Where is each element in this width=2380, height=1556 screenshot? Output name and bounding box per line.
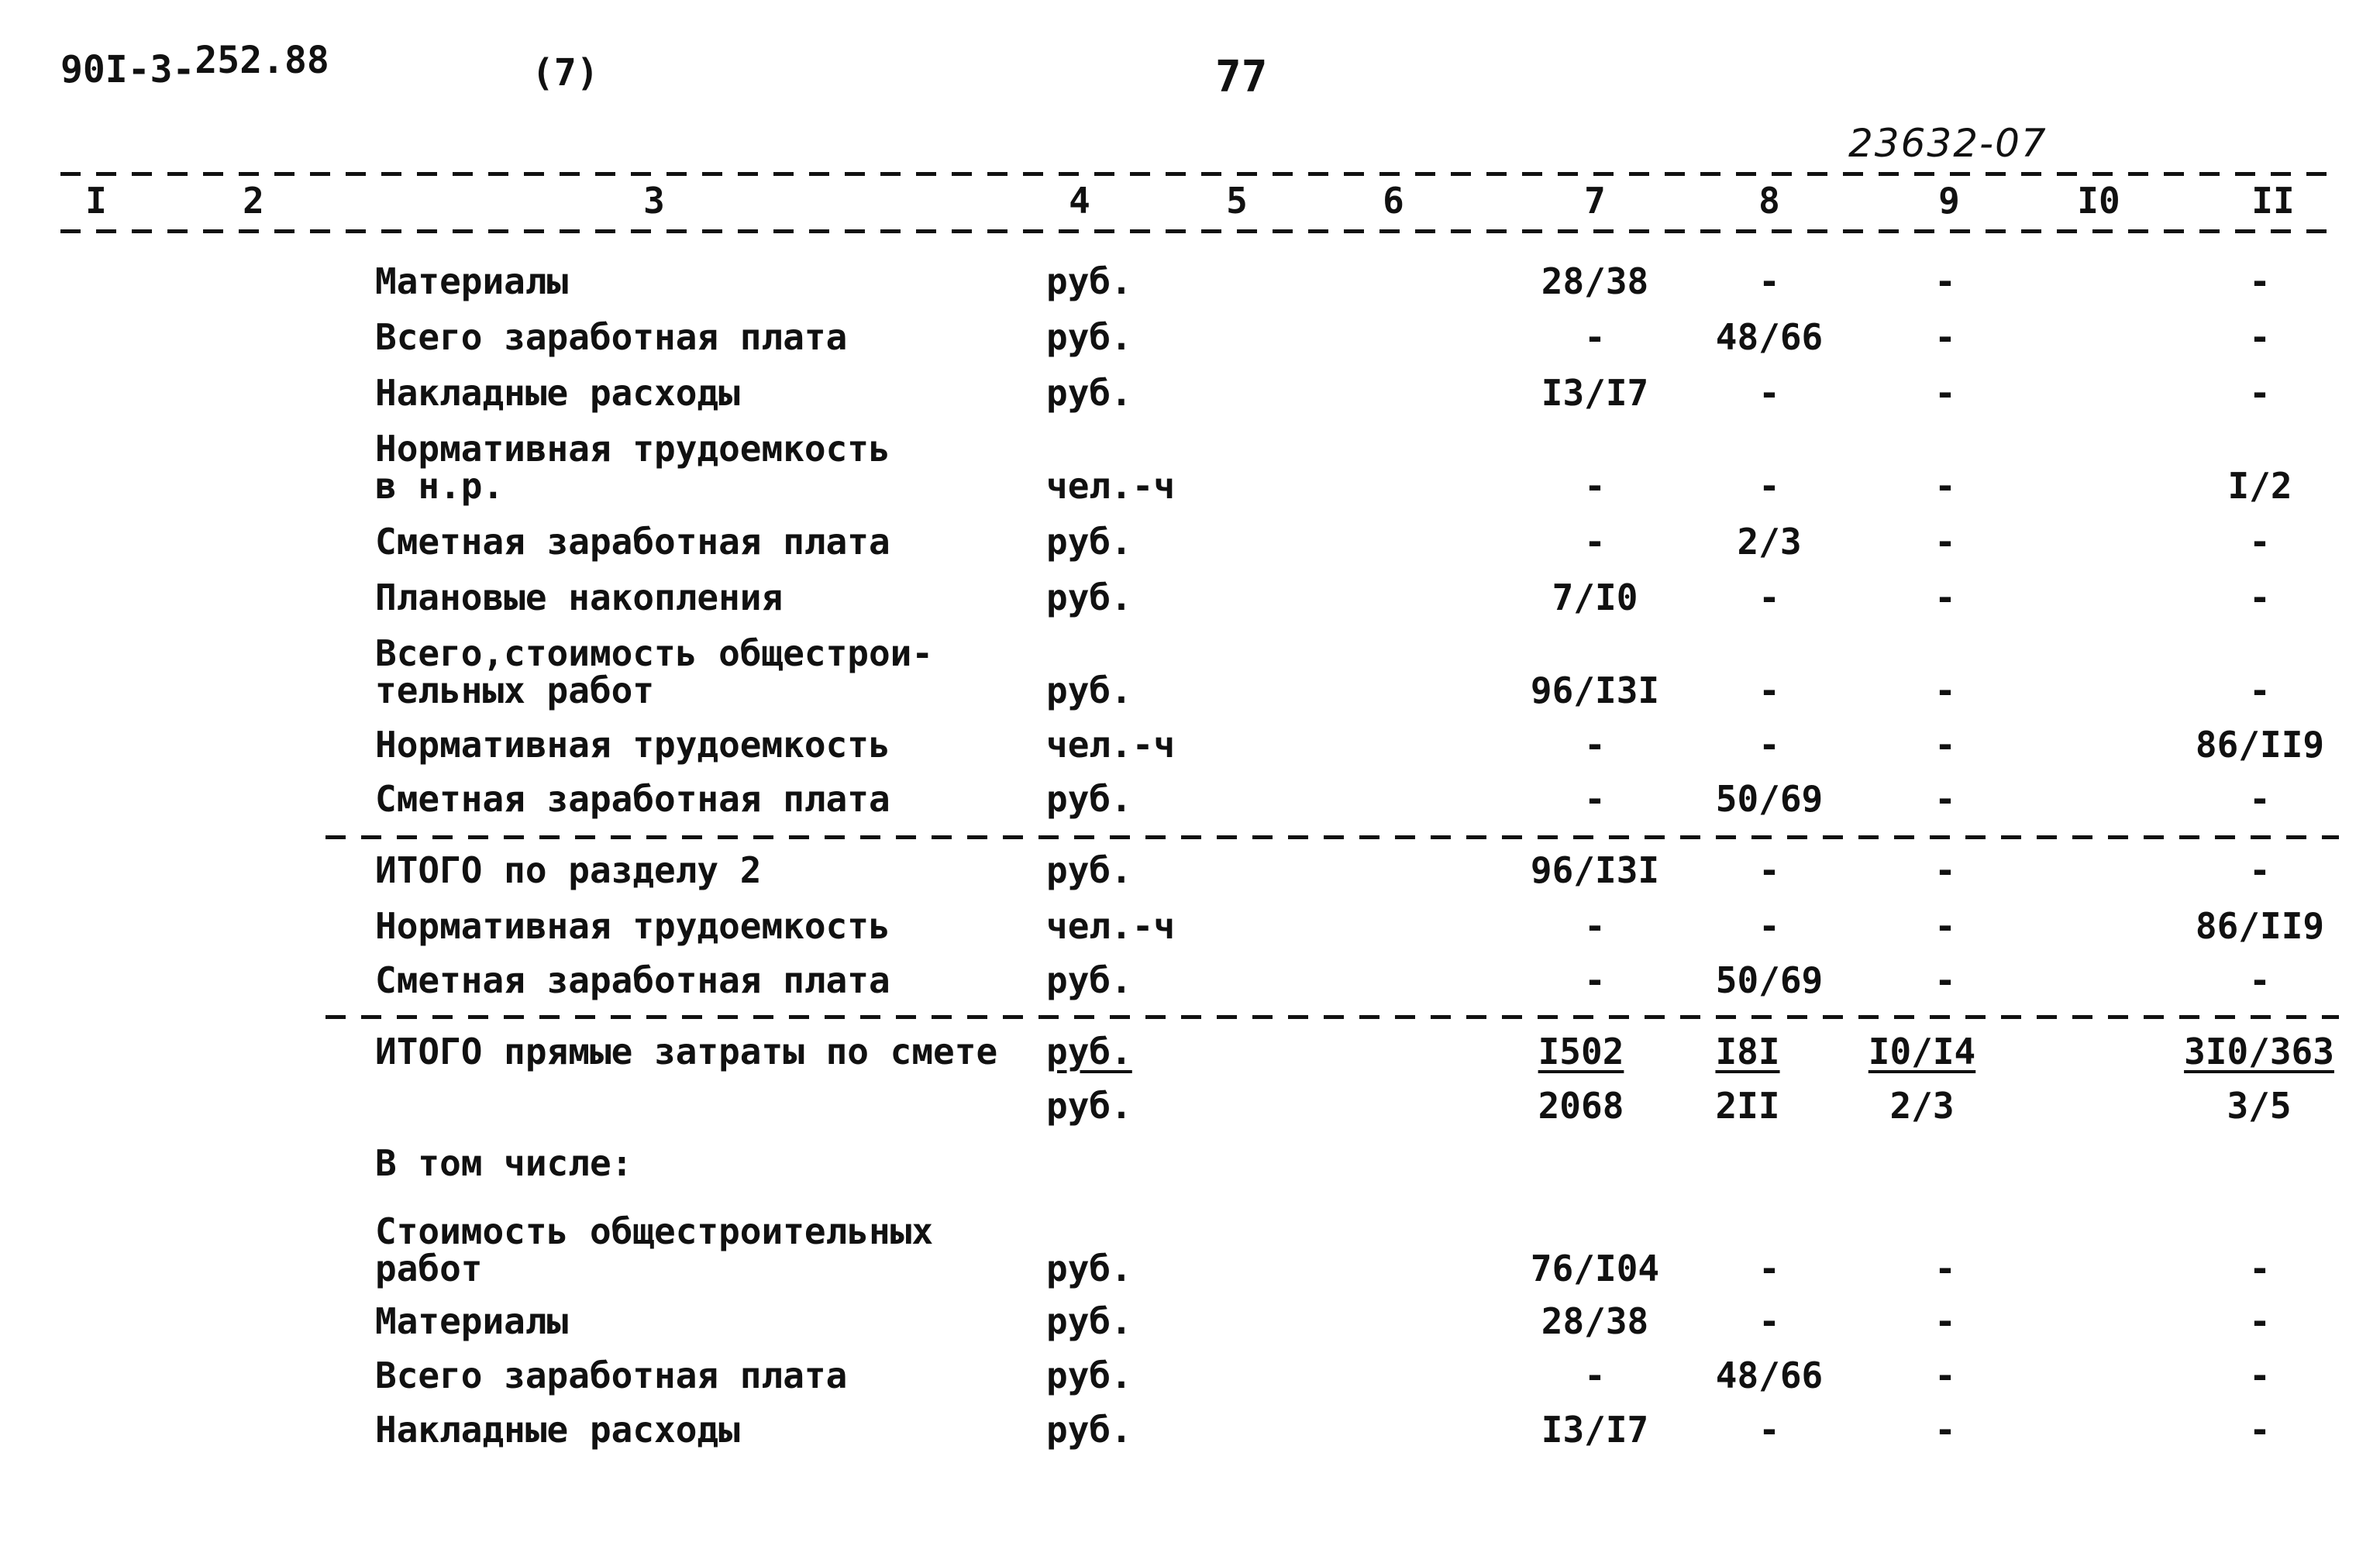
cell-col7: - bbox=[1584, 465, 1606, 507]
cell-col8: - bbox=[1758, 372, 1780, 414]
cell-col9: - bbox=[1934, 959, 1956, 1001]
row-unit: руб. bbox=[1046, 1409, 1132, 1451]
cell-col8: - bbox=[1758, 724, 1780, 766]
document-code-prefix: 90I-3- bbox=[60, 48, 195, 91]
cell-col11: - bbox=[2249, 372, 2271, 414]
cell-col9: - bbox=[1934, 1409, 1956, 1451]
cell-col7: 28/38 bbox=[1541, 260, 1649, 302]
cell-col11: - bbox=[2249, 849, 2271, 891]
cell-col7: - bbox=[1584, 316, 1606, 358]
cell-col9: - bbox=[1934, 778, 1956, 820]
row-label: Нормативная трудоемкость bbox=[375, 905, 890, 947]
cell-col7: I3/I7 bbox=[1541, 372, 1649, 414]
row-label: Всего заработная плата bbox=[375, 1355, 848, 1396]
cell-col8: 48/66 bbox=[1715, 316, 1824, 358]
cell-col9-numerator: I0/I4 bbox=[1868, 1031, 1976, 1072]
cell-col11: - bbox=[2249, 316, 2271, 358]
row-unit: руб. bbox=[1046, 1355, 1132, 1396]
cell-col11: 86/II9 bbox=[2195, 724, 2325, 766]
cell-col9: - bbox=[1934, 521, 1956, 563]
cell-col9: - bbox=[1934, 724, 1956, 766]
cell-col7: - bbox=[1584, 905, 1606, 947]
cell-col9-denominator: 2/3 bbox=[1889, 1085, 1955, 1127]
cell-col7: 76/I04 bbox=[1530, 1248, 1660, 1289]
cell-col8: 50/69 bbox=[1715, 778, 1824, 820]
cell-col8: - bbox=[1758, 1248, 1780, 1289]
row-label-continuation: тельных работ bbox=[375, 670, 655, 711]
cell-col9: - bbox=[1934, 849, 1956, 891]
cell-col8: 2/3 bbox=[1737, 521, 1802, 563]
cell-col7: - bbox=[1584, 778, 1606, 820]
cell-col8: - bbox=[1758, 260, 1780, 302]
cell-col7: 96/I3I bbox=[1530, 670, 1660, 711]
cell-col11: - bbox=[2249, 521, 2271, 563]
row-unit: руб. bbox=[1046, 260, 1132, 302]
document-code bbox=[60, 39, 329, 91]
cell-col7: - bbox=[1584, 521, 1606, 563]
cell-col11: I/2 bbox=[2227, 465, 2292, 507]
col-header-11: II bbox=[2251, 180, 2295, 222]
section-rule bbox=[325, 1015, 2339, 1019]
col-header-1: I bbox=[85, 180, 107, 222]
cell-col8: - bbox=[1758, 1409, 1780, 1451]
page-number: 77 bbox=[1215, 52, 1268, 102]
cell-col9: - bbox=[1934, 465, 1956, 507]
cell-col9: - bbox=[1934, 316, 1956, 358]
row-label: Плановые накопления bbox=[375, 577, 784, 618]
row-unit: руб. bbox=[1046, 521, 1132, 563]
row-label: Сметная заработная плата bbox=[375, 778, 890, 820]
cell-col7-denominator: 2068 bbox=[1538, 1085, 1624, 1127]
row-unit: руб. bbox=[1046, 849, 1132, 891]
cell-col7: 7/I0 bbox=[1552, 577, 1638, 618]
row-unit: чел.-ч bbox=[1046, 724, 1176, 766]
col-header-4: 4 bbox=[1069, 180, 1090, 222]
cell-col11: - bbox=[2249, 577, 2271, 618]
cell-col9: - bbox=[1934, 670, 1956, 711]
cell-col8: 48/66 bbox=[1715, 1355, 1824, 1396]
row-label: Накладные расходы bbox=[375, 372, 740, 414]
row-unit: руб. bbox=[1046, 959, 1132, 1001]
cell-col11-denominator: 3/5 bbox=[2227, 1085, 2292, 1127]
col-header-8: 8 bbox=[1758, 180, 1780, 222]
cell-col11: - bbox=[2249, 1300, 2271, 1342]
col-header-6: 6 bbox=[1383, 180, 1404, 222]
cell-col9: - bbox=[1934, 1355, 1956, 1396]
row-label: Сметная заработная плата bbox=[375, 521, 890, 563]
row-unit: руб. bbox=[1046, 1300, 1132, 1342]
cell-col11: - bbox=[2249, 778, 2271, 820]
row-unit: руб. bbox=[1046, 372, 1132, 414]
cell-col8: - bbox=[1758, 577, 1780, 618]
row-unit: чел.-ч bbox=[1046, 465, 1176, 507]
cell-col8: - bbox=[1758, 849, 1780, 891]
cell-col8-numerator: I8I bbox=[1715, 1031, 1780, 1072]
row-label: ИТОГО прямые затраты по смете bbox=[375, 1031, 998, 1072]
col-header-7: 7 bbox=[1584, 180, 1606, 222]
cell-col11: - bbox=[2249, 670, 2271, 711]
handwritten-number: 23632-07 bbox=[1848, 121, 2048, 166]
cell-col9: - bbox=[1934, 372, 1956, 414]
cell-col7-numerator: I502 bbox=[1538, 1031, 1624, 1072]
row-label: Нормативная трудоемкость bbox=[375, 724, 890, 766]
row-label: Накладные расходы bbox=[375, 1409, 740, 1451]
col-header-9: 9 bbox=[1938, 180, 1960, 222]
row-unit-denominator: руб. bbox=[1046, 1085, 1132, 1127]
row-unit: руб. bbox=[1046, 778, 1132, 820]
cell-col11-numerator: 3I0/363 bbox=[2184, 1031, 2334, 1072]
row-unit: руб. bbox=[1046, 1248, 1132, 1289]
row-label-continuation: в н.р. bbox=[375, 465, 505, 507]
cell-col8: - bbox=[1758, 670, 1780, 711]
cell-col11: - bbox=[2249, 1409, 2271, 1451]
row-unit: руб. bbox=[1046, 577, 1132, 618]
cell-col7: 96/I3I bbox=[1530, 849, 1660, 891]
cell-col11: - bbox=[2249, 959, 2271, 1001]
cell-col7: - bbox=[1584, 1355, 1606, 1396]
cell-col11: 86/II9 bbox=[2195, 905, 2325, 947]
row-label: Материалы bbox=[375, 260, 569, 302]
row-label-continuation: работ bbox=[375, 1248, 483, 1289]
part-number: (7) bbox=[532, 51, 599, 95]
cell-col9: - bbox=[1934, 577, 1956, 618]
cell-col11: - bbox=[2249, 260, 2271, 302]
cell-col11: - bbox=[2249, 1355, 2271, 1396]
row-label: В том числе: bbox=[375, 1142, 633, 1184]
col-header-5: 5 bbox=[1226, 180, 1248, 222]
row-unit: руб. bbox=[1046, 670, 1132, 711]
col-header-2: 2 bbox=[243, 180, 264, 222]
cell-col8: - bbox=[1758, 1300, 1780, 1342]
row-label: Сметная заработная плата bbox=[375, 959, 890, 1001]
cell-col8: - bbox=[1758, 905, 1780, 947]
row-label: Стоимость общестроительных bbox=[375, 1210, 934, 1252]
row-label: Всего заработная плата bbox=[375, 316, 848, 358]
cell-col8-denominator: 2II bbox=[1715, 1085, 1780, 1127]
row-label: ИТОГО по разделу 2 bbox=[375, 849, 762, 891]
cell-col11: - bbox=[2249, 1248, 2271, 1289]
cell-col7: - bbox=[1584, 724, 1606, 766]
cell-col9: - bbox=[1934, 905, 1956, 947]
col-header-10: I0 bbox=[2077, 180, 2120, 222]
header-bottom-rule bbox=[60, 229, 2339, 233]
document-code-suffix: 252.88 bbox=[195, 39, 329, 82]
cell-col7: 28/38 bbox=[1541, 1300, 1649, 1342]
cell-col8: 50/69 bbox=[1715, 959, 1824, 1001]
row-label: Нормативная трудоемкость bbox=[375, 428, 890, 470]
header-top-rule bbox=[60, 172, 2339, 176]
row-label: Материалы bbox=[375, 1300, 569, 1342]
cell-col9: - bbox=[1934, 1300, 1956, 1342]
row-unit: руб. bbox=[1046, 1031, 1132, 1072]
cell-col9: - bbox=[1934, 1248, 1956, 1289]
cell-col7: - bbox=[1584, 959, 1606, 1001]
row-label: Всего,стоимость общестрои- bbox=[375, 632, 934, 674]
cell-col9: - bbox=[1934, 260, 1956, 302]
col-header-3: 3 bbox=[643, 180, 665, 222]
row-unit: чел.-ч bbox=[1046, 905, 1176, 947]
cell-col8: - bbox=[1758, 465, 1780, 507]
cell-col7: I3/I7 bbox=[1541, 1409, 1649, 1451]
section-rule bbox=[325, 835, 2339, 839]
row-unit: руб. bbox=[1046, 316, 1132, 358]
